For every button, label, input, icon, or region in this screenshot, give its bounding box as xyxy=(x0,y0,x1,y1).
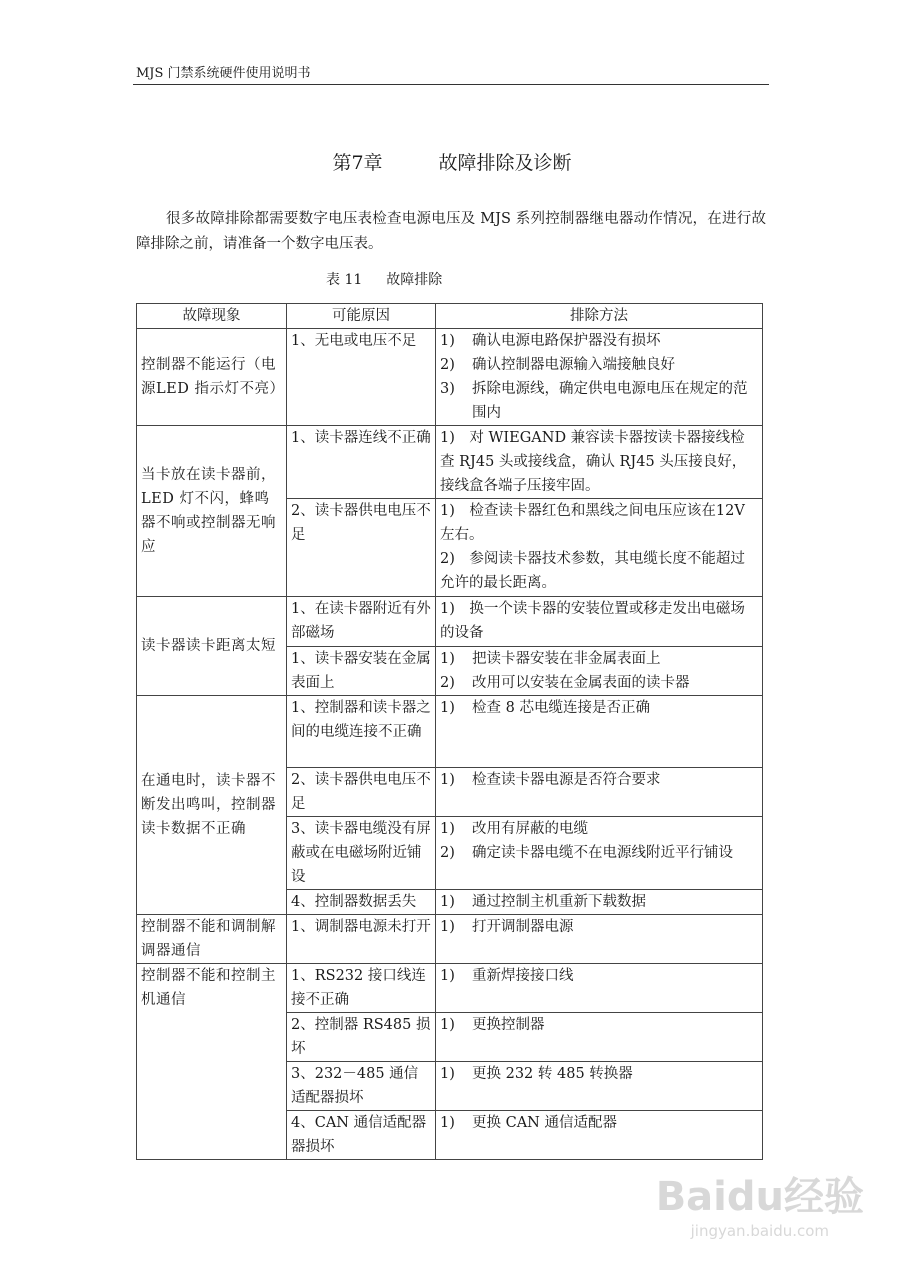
header-symptom: 故障现象 xyxy=(137,304,287,329)
cause-cell: 1、读卡器安装在金属表面上 xyxy=(287,647,436,696)
troubleshooting-table xyxy=(136,303,763,1160)
method-item xyxy=(440,1111,758,1135)
method-cell xyxy=(436,696,763,768)
method-text: 把读卡器安装在非金属表面上 xyxy=(472,651,661,667)
chapter-title: 故障排除及诊断 xyxy=(438,152,572,174)
method-text: 更换 CAN 通信适配器 xyxy=(472,1115,617,1131)
method-text: 通过控制主机重新下载数据 xyxy=(472,894,646,910)
chapter-heading xyxy=(0,148,904,175)
header-rule xyxy=(133,84,769,85)
cause-cell: 1、无电或电压不足 xyxy=(287,329,436,426)
cause-cell: 4、CAN 通信适配器器损坏 xyxy=(287,1111,436,1160)
method-text: 检查 8 芯电缆连接是否正确 xyxy=(472,700,650,716)
baidu-watermark xyxy=(656,1165,864,1240)
method-cell xyxy=(436,964,763,1013)
method-text: 1) 换一个读卡器的安装位置或移走发出电磁场的设备 xyxy=(440,601,745,641)
method-number: 1) xyxy=(440,651,455,667)
method-text: 更换 232 转 485 转换器 xyxy=(472,1066,633,1082)
method-number: 2) xyxy=(440,675,455,691)
method-item xyxy=(440,964,758,988)
method-item xyxy=(440,329,758,353)
method-item xyxy=(440,1062,758,1086)
method-number: 1) xyxy=(440,1066,455,1082)
method-cell xyxy=(436,1013,763,1062)
method-item xyxy=(440,1013,758,1037)
method-item xyxy=(440,647,758,671)
method-cell xyxy=(436,817,763,890)
method-cell xyxy=(436,597,763,647)
method-item xyxy=(440,890,758,914)
method-item xyxy=(440,353,758,377)
cause-cell: 2、控制器 RS485 损坏 xyxy=(287,1013,436,1062)
method-text: 确认电源电路保护器没有损坏 xyxy=(472,333,661,349)
method-text: 检查读卡器电源是否符合要求 xyxy=(472,772,661,788)
method-item xyxy=(440,671,758,695)
cause-cell: 1、在读卡器附近有外部磁场 xyxy=(287,597,436,647)
method-number: 1) xyxy=(440,894,455,910)
method-number: 1) xyxy=(440,772,455,788)
symptom-cell: 读卡器读卡距离太短 xyxy=(137,597,287,696)
method-number: 1) xyxy=(440,1017,455,1033)
method-number: 1) xyxy=(440,821,455,837)
method-text: 确定读卡器电缆不在电源线附近平行铺设 xyxy=(472,845,733,861)
method-text: 2) 参阅读卡器技术参数，其电缆长度不能超过允许的最长距离。 xyxy=(440,551,745,591)
header-cause: 可能原因 xyxy=(287,304,436,329)
cause-cell: 1、调制器电源未打开 xyxy=(287,915,436,964)
method-item xyxy=(440,841,758,865)
cause-cell: 4、控制器数据丢失 xyxy=(287,890,436,915)
method-number: 1) xyxy=(440,919,455,935)
method-cell xyxy=(436,426,763,499)
symptom-cell: 控制器不能和控制主机通信 xyxy=(137,964,287,1160)
method-number: 1) xyxy=(440,700,455,716)
method-item xyxy=(440,696,758,720)
watermark-logo: Baidu经验 xyxy=(655,1174,864,1220)
header-method: 排除方法 xyxy=(436,304,763,329)
table-row xyxy=(137,964,763,1013)
method-cell xyxy=(436,1062,763,1111)
symptom-cell: 控制器不能运行（电源LED 指示灯不亮） xyxy=(137,329,287,426)
table-header-row xyxy=(137,304,763,329)
method-item xyxy=(440,597,758,645)
cause-cell: 1、读卡器连线不正确 xyxy=(287,426,436,499)
cause-cell: 3、232－485 通信适配器损坏 xyxy=(287,1062,436,1111)
method-cell xyxy=(436,768,763,817)
method-text: 打开调制器电源 xyxy=(472,919,574,935)
table-row xyxy=(137,329,763,426)
cause-cell: 1、RS232 接口线连接不正确 xyxy=(287,964,436,1013)
method-text: 确认控制器电源输入端接触良好 xyxy=(472,357,675,373)
method-cell xyxy=(436,647,763,696)
symptom-cell: 控制器不能和调制解调器通信 xyxy=(137,915,287,964)
method-cell xyxy=(436,499,763,597)
table-row xyxy=(137,597,763,647)
method-cell xyxy=(436,890,763,915)
method-item xyxy=(440,547,758,595)
table-label: 表 11 xyxy=(326,272,363,288)
table-caption xyxy=(326,269,466,289)
method-text: 改用可以安装在金属表面的读卡器 xyxy=(472,675,690,691)
cause-cell: 2、读卡器供电电压不足 xyxy=(287,499,436,597)
chapter-number: 第7章 xyxy=(332,152,383,174)
method-number: 3) xyxy=(440,381,455,397)
method-item xyxy=(440,915,758,939)
method-item xyxy=(440,377,758,425)
method-number: 1) xyxy=(440,968,455,984)
method-text: 改用有屏蔽的电缆 xyxy=(472,821,588,837)
method-cell xyxy=(436,1111,763,1160)
method-item xyxy=(440,499,758,547)
method-cell xyxy=(436,329,763,426)
symptom-cell: 在通电时，读卡器不断发出鸣叫，控制器读卡数据不正确 xyxy=(137,696,287,915)
method-text: 1) 对 WIEGAND 兼容读卡器按读卡器接线检查 RJ45 头或接线盒，确认 RJ45 头压接良好，接线盒各端子压接牢固。 xyxy=(440,430,747,494)
symptom-cell: 当卡放在读卡器前，LED 灯不闪，蜂鸣器不响或控制器无响应 xyxy=(137,426,287,597)
method-item xyxy=(440,768,758,792)
cause-cell: 2、读卡器供电电压不足 xyxy=(287,768,436,817)
running-header: MJS 门禁系统硬件使用说明书 xyxy=(136,66,311,81)
cause-cell: 3、读卡器电缆没有屏蔽或在电磁场附近铺设 xyxy=(287,817,436,890)
method-text: 更换控制器 xyxy=(472,1017,545,1033)
method-text: 拆除电源线，确定供电电源电压在规定的范围内 xyxy=(472,381,748,421)
method-number: 2) xyxy=(440,357,455,373)
intro-paragraph: 很多故障排除都需要数字电压表检查电源电压及 MJS 系列控制器继电器动作情况，在进行故障排除之前，请准备一个数字电压表。 xyxy=(136,211,766,252)
method-cell xyxy=(436,915,763,964)
method-number: 1) xyxy=(440,333,455,349)
table-row xyxy=(137,915,763,964)
method-item xyxy=(440,817,758,841)
method-item xyxy=(440,426,758,498)
cause-cell: 1、控制器和读卡器之间的电缆连接不正确 xyxy=(287,696,436,768)
table-row xyxy=(137,426,763,499)
table-caption-title: 故障排除 xyxy=(386,272,443,288)
watermark-url: jingyan.baidu.com xyxy=(690,1222,830,1240)
table-row xyxy=(137,696,763,768)
method-text: 1) 检查读卡器红色和黑线之间电压应该在12V 左右。 xyxy=(440,503,745,543)
method-number: 2) xyxy=(440,845,455,861)
method-text: 重新焊接接口线 xyxy=(472,968,574,984)
method-number: 1) xyxy=(440,1115,455,1131)
